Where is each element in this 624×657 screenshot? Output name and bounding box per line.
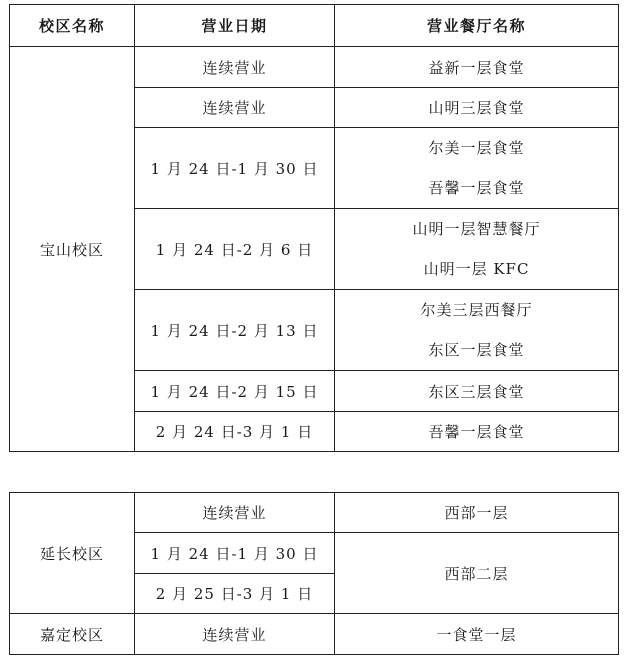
restaurant-name: 尔美一层食堂 bbox=[428, 139, 525, 157]
restaurant-cell bbox=[335, 209, 619, 290]
date-cell: 连续营业 bbox=[135, 614, 335, 655]
table-row bbox=[10, 614, 619, 655]
campus-cell-jiading: 嘉定校区 bbox=[10, 614, 135, 655]
restaurant-cell: 山明三层食堂 bbox=[335, 88, 619, 128]
date-cell: 1 月 24 日-2 月 6 日 bbox=[135, 209, 335, 290]
date-cell: 1 月 24 日-2 月 13 日 bbox=[135, 290, 335, 371]
restaurant-name: 山明一层智慧餐厅 bbox=[412, 220, 541, 238]
restaurant-name: 山明一层 KFC bbox=[423, 260, 530, 278]
table-row bbox=[10, 47, 619, 88]
header-campus: 校区名称 bbox=[10, 5, 135, 47]
header-date: 营业日期 bbox=[135, 5, 335, 47]
restaurant-cell: 一食堂一层 bbox=[335, 614, 619, 655]
date-cell: 1 月 24 日-1 月 30 日 bbox=[135, 128, 335, 209]
restaurant-list bbox=[335, 209, 618, 289]
restaurant-name: 东区一层食堂 bbox=[428, 341, 525, 359]
restaurant-list bbox=[335, 128, 618, 208]
table-row bbox=[10, 493, 619, 533]
date-cell: 连续营业 bbox=[135, 493, 335, 533]
date-cell: 1 月 24 日-2 月 15 日 bbox=[135, 371, 335, 412]
restaurant-cell: 益新一层食堂 bbox=[335, 47, 619, 88]
restaurant-cell bbox=[335, 290, 619, 371]
restaurant-name: 吾馨一层食堂 bbox=[428, 179, 525, 197]
campus-cell-yanchang: 延长校区 bbox=[10, 493, 135, 614]
restaurant-cell: 东区三层食堂 bbox=[335, 371, 619, 412]
canteen-schedule-table bbox=[9, 4, 619, 655]
campus-cell-baoshan: 宝山校区 bbox=[10, 47, 135, 452]
date-cell: 2 月 25 日-3 月 1 日 bbox=[135, 574, 335, 614]
restaurant-name: 尔美三层西餐厅 bbox=[420, 301, 533, 319]
table-row bbox=[10, 452, 619, 493]
date-cell: 2 月 24 日-3 月 1 日 bbox=[135, 412, 335, 452]
header-row bbox=[10, 5, 619, 47]
date-cell: 1 月 24 日-1 月 30 日 bbox=[135, 533, 335, 574]
restaurant-cell: 西部二层 bbox=[335, 533, 619, 614]
restaurant-cell: 西部一层 bbox=[335, 493, 619, 533]
header-restaurant: 营业餐厅名称 bbox=[335, 5, 619, 47]
date-cell: 连续营业 bbox=[135, 47, 335, 88]
restaurant-list bbox=[335, 290, 618, 370]
date-cell: 连续营业 bbox=[135, 88, 335, 128]
restaurant-cell bbox=[335, 128, 619, 209]
restaurant-cell: 吾馨一层食堂 bbox=[335, 412, 619, 452]
